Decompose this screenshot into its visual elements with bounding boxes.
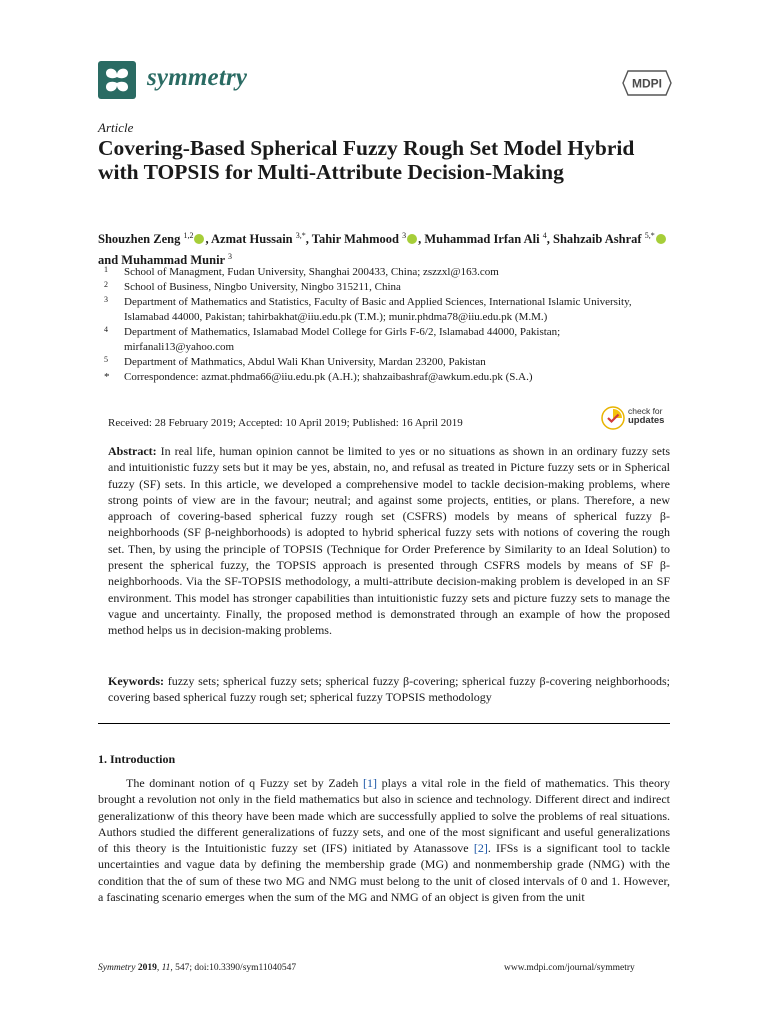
- affiliation-item: [102, 280, 662, 295]
- author-name: Muhammad Munir: [121, 253, 229, 268]
- author-affiliation-mark: 3,*: [295, 231, 306, 240]
- orcid-icon[interactable]: [407, 234, 417, 244]
- author-separator: ,: [205, 232, 212, 247]
- abstract-text: In real life, human opinion cannot be limited to yes or no situations as shown in an ordinary fuzzy sets and intuitionistic fuzzy sets but it may be yes, abstain, no, and refusal as treated in Picture fuzzy sets or in Spherical fuzzy (SF) sets. In this article, we developed a comprehensive model to tackle decision-making problems, where strong points of view are in the favour; neutral; and against some projects, entities, or plans. Therefore, a new approach of covering-based spherical fuzzy rough set (CSFRS) models by means of spherical fuzzy β-neighborhoods (SF β-neighborhoods) is adopted to hybrid spherical fuzzy sets with notions of covering the rough set. Then, by using the principle of TOPSIS (Technique for Order Preference by Similarity to an Ideal Solution) to present the spherical fuzzy, the TOPSIS approach is presented through CSFRS models by means of SF β-neighborhoods. Via the SF-TOPSIS methodology, a multi-attribute decision-making problem is developed in an SF environment. This model has stronger capabilities than intuitionistic fuzzy sets and picture fuzzy sets to manage the vague and uncertainty. Finally, the proposed method is demonstrated through an example of how the proposed method helps us in decision-making problems.: [108, 444, 671, 638]
- check-for-updates-badge[interactable]: [601, 406, 665, 435]
- publication-dates: Received: 28 February 2019; Accepted: 10 April 2019; Published: 16 April 2019: [108, 417, 463, 429]
- keywords-label: Keywords:: [108, 674, 164, 688]
- journal-logo: [98, 61, 136, 99]
- keywords: [108, 673, 670, 706]
- paper-title: Covering-Based Spherical Fuzzy Rough Set Model Hybrid with TOPSIS for Multi-Attribute Decision-Making: [98, 136, 635, 184]
- citation-link-2[interactable]: [2]: [473, 841, 488, 856]
- affiliation-item: [102, 370, 662, 385]
- author-name: Shouzhen Zeng: [98, 232, 184, 247]
- footer-year: 2019: [137, 963, 157, 973]
- author-separator: ,: [305, 232, 312, 247]
- affiliation-mark: 2: [104, 280, 108, 289]
- citation-link-1[interactable]: [1]: [362, 776, 377, 790]
- publisher-name: MDPI: [632, 76, 662, 91]
- orcid-icon[interactable]: [194, 234, 204, 244]
- abstract: [108, 443, 670, 639]
- section-heading: 1. Introduction: [98, 752, 176, 766]
- author-affiliation-mark: 3: [402, 231, 407, 240]
- author-separator: ,: [418, 232, 425, 247]
- footer-volume: 11: [161, 963, 171, 973]
- affiliation-item: [102, 355, 662, 370]
- footer-citation: Symmetry 2019, 11, 547; doi:10.3390/sym11040547: [98, 963, 297, 973]
- affiliation-text: Correspondence: azmat.phdma66@iiu.edu.pk (A.H.); shahzaibashraf@awkum.edu.pk (S.A.): [124, 371, 533, 383]
- abstract-label: Abstract:: [108, 444, 157, 458]
- keywords-text: fuzzy sets; spherical fuzzy sets; spherical fuzzy β-covering; spherical fuzzy β-covering neighborhoods; covering based spherical fuzzy rough set; spherical fuzzy TOPSIS methodology: [108, 674, 670, 705]
- footer-doi: , 547; doi:10.3390/sym11040547: [170, 963, 297, 973]
- author-name: Muhammad Irfan Ali: [424, 232, 543, 247]
- check-updates-line2: updates: [628, 415, 665, 426]
- author-name: Azmat Hussain: [211, 232, 296, 247]
- affiliation-text: Department of Mathmatics, Abdul Wali Khan University, Mardan 23200, Pakistan: [124, 356, 486, 368]
- intro-text-1: The dominant notion of q Fuzzy set by Zadeh: [126, 776, 363, 790]
- affiliation-item: [102, 265, 662, 280]
- affiliation-text: School of Business, Ningbo University, Ningbo 315211, China: [124, 281, 401, 293]
- orcid-icon[interactable]: [656, 234, 666, 244]
- author-list: [98, 227, 673, 269]
- author-affiliation-mark: 3: [228, 252, 233, 262]
- affiliation-item: [102, 325, 662, 355]
- affiliation-item: [102, 295, 662, 325]
- check-updates-icon: [601, 406, 625, 430]
- author-affiliation-mark: 4: [542, 231, 547, 240]
- affiliation-mark: *: [104, 371, 110, 383]
- affiliation-mark: 1: [104, 265, 108, 274]
- affiliation-text: School of Managment, Fudan University, Shanghai 200433, China; zszzxl@163.com: [124, 266, 499, 278]
- affiliation-mark: 5: [104, 355, 108, 364]
- author-affiliation-mark: 1,2: [183, 231, 194, 240]
- footer-journal: Symmetry: [98, 963, 136, 973]
- mdpi-logo: [622, 70, 672, 101]
- affiliation-mark: 4: [104, 325, 108, 334]
- intro-text-2: plays a vital role in the field of mathematics. This theory brought a revolution not only in the field mathematics but also in science and technology. Different direct and indirect generalizationw of this theory have been made which are successfully applied to solve the problems of real situations. Authors studied the different generalizations of fuzzy sets, and one of the most significant and useful generalizations of this theory is the Intuitionistic fuzzy set (IFS) initiated by Atanassove: [98, 776, 670, 856]
- section-divider: [98, 723, 670, 724]
- affiliation-list: [102, 265, 662, 385]
- footer-url[interactable]: www.mdpi.com/journal/symmetry: [504, 963, 635, 973]
- affiliation-text: Department of Mathematics, Islamabad Model College for Girls F-6/2, Islamabad 44000, Pakistan; mirfanali13@yahoo.com: [124, 326, 561, 353]
- check-updates-line1: check for: [628, 406, 663, 416]
- author-affiliation-mark: 5,*: [644, 231, 655, 240]
- intro-paragraph: [98, 775, 670, 905]
- article-type: Article: [98, 120, 134, 135]
- intro-text-3: . IFSs is a significant tool to tackle uncertainties and vague data by defining the membership grade (MG) and nonmembership grade (NMG) with the condition that the of sum of these two MG and NMG must belong to the unit of closed intervals of 0 and 1. However, a fascinating scenario emerges when the sum of the MG and NMG of an object is given from the unit: [98, 841, 670, 905]
- affiliation-text: Department of Mathematics and Statistics, Faculty of Basic and Applied Sciences, International Islamic University, Islamabad 44000, Pakistan; tahirbakhat@iiu.edu.pk (T.M.); munir.phdma78@iiu.edu.pk (M.M.): [124, 296, 632, 323]
- author-separator: and: [98, 253, 122, 268]
- affiliation-mark: 3: [104, 295, 108, 304]
- journal-name: symmetry: [147, 64, 248, 91]
- author-name: Tahir Mahmood: [311, 232, 403, 247]
- author-separator: ,: [546, 232, 554, 247]
- author-name: Shahzaib Ashraf: [553, 232, 645, 247]
